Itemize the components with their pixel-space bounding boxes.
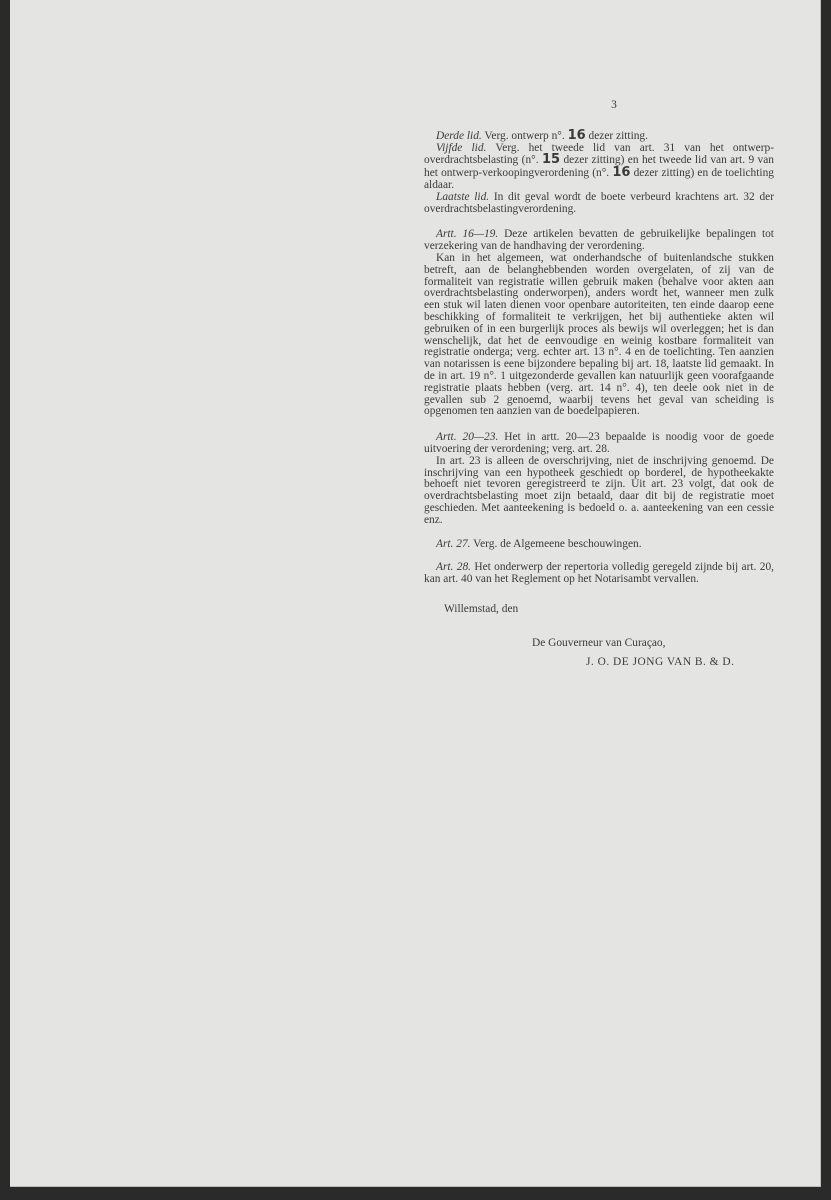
art-28-label: Art. 28. [436,561,471,574]
vijfde-lid-number-1: 15 [541,152,561,168]
art-28-text: Het onderwerp der repertoria volledig geregeld zijnde bij art. 20, kan art. 40 van het Reglement op het Notarisambt vervallen. [424,561,774,586]
text-column [424,100,774,669]
laatste-lid-text: In dit geval wordt de boete verbeurd krachtens art. 32 der overdrachtsbelastingverordening. [424,190,774,215]
document-page [10,0,821,1187]
paragraph-laatste-lid [424,192,774,216]
overschrijving-text: In art. 23 is alleen de overschrijving, niet de inschrijving genoemd. De inschrijving van een hypotheek geschiedt op borderel, de hypotheekakte behoeft niet tevoren geregistreerd te zijn. Uit art. 23 volgt, dat ook de overdrachtsbelasting moet zijn betaald, daar dit bij de registratie moet geschieden. Met aanteekening is bedoeld o. a. aanteekening van een cessie enz. [424,454,774,526]
vijfde-lid-text-c: dezer zitting) en de toelichting aldaar. [424,167,774,191]
derde-lid-label: Derde lid. [436,129,482,142]
derde-lid-text-a: Verg. ontwerp n°. [484,129,565,142]
art-27-text: Verg. de Algemeene beschouwingen. [473,537,642,550]
paragraph-artt-20-23 [424,432,774,456]
paragraph-vijfde-lid [424,143,774,192]
vijfde-lid-text-b: dezer zitting) en het tweede lid van art. 9 van het ontwerp-verkoopingverordening (n°. [424,154,774,180]
paragraph-art-27 [424,539,774,551]
vijfde-lid-label: Vijfde lid. [436,141,487,154]
governor-name: J. O. DE JONG VAN B. & D. [586,656,735,669]
artt-20-23-text: Het in artt. 20—23 bepaalde is noodig voor de goede uitvoering der verordening; verg. art. 28. [424,431,774,455]
derde-lid-number: 16 [567,127,586,143]
vijfde-lid-number-2: 16 [612,165,631,181]
artt-16-19-text: Deze artikelen bevatten de gebruikelijke bepalingen tot verzekering van de handhaving der verordening. [424,228,774,253]
spacer [424,215,774,229]
registratie-text: Kan in het algemeen, wat onderhandsche of buitenlandsche stukken betreft, aan de belanghebbenden worden overgelaten, of zij van de formaliteit van registratie willen gebruik maken (behalve voor akten aan overdrachtsbelasting onderworpen), anders wordt het, wanneer men zulk een stuk wil laten dienen voor openbare autoriteiten, ten einde daarop eene beschikking of formaliteit te verkrijgen, het bij authentieke akten wil gebruiken of in een burgerlijk proces als bewijs wil overleggen; het is dan wenschelijk, dat het de eenvoudige en weinig kostbare formaliteit van registratie onderga; verg. echter art. 13 n°. 4 en de toelichting. Ten aanzien van notarissen is eene bijzondere bepaling bij art. 18, laatste lid gemaakt. In de in art. 19 n°. 1 uitgezonderde gevallen kan natuurlijk geen voorafgaande registratie plaats hebben (verg. art. 14 n°. 4), ten deele ook niet in de gevallen sub 2 genoemd, waarbij tevens het geval van scheiding is opgenomen ten aanzien van de boedelpapieren. [424,251,774,418]
artt-16-19-label: Artt. 16—19. [436,228,499,241]
derde-lid-text-b: dezer zitting. [588,129,648,142]
laatste-lid-label: Laatste lid. [436,190,490,203]
vijfde-lid-text-a: Verg. het tweede lid van art. 31 van het ontwerp-overdrachtsbelasting (n°. [424,141,775,167]
paragraph-overschrijving [424,456,774,527]
art-27-label: Art. 27. [436,537,471,550]
paragraph-registratie [424,253,774,418]
place-date: Willemstad, den [444,602,519,615]
paragraph-artt-16-19 [424,229,774,253]
spacer [424,418,774,432]
paragraph-art-28 [424,562,774,586]
artt-20-23-label: Artt. 20—23. [436,431,499,444]
governor-title: De Gouverneur van Curaçao, [532,636,666,649]
page-number: 3 [611,99,617,111]
